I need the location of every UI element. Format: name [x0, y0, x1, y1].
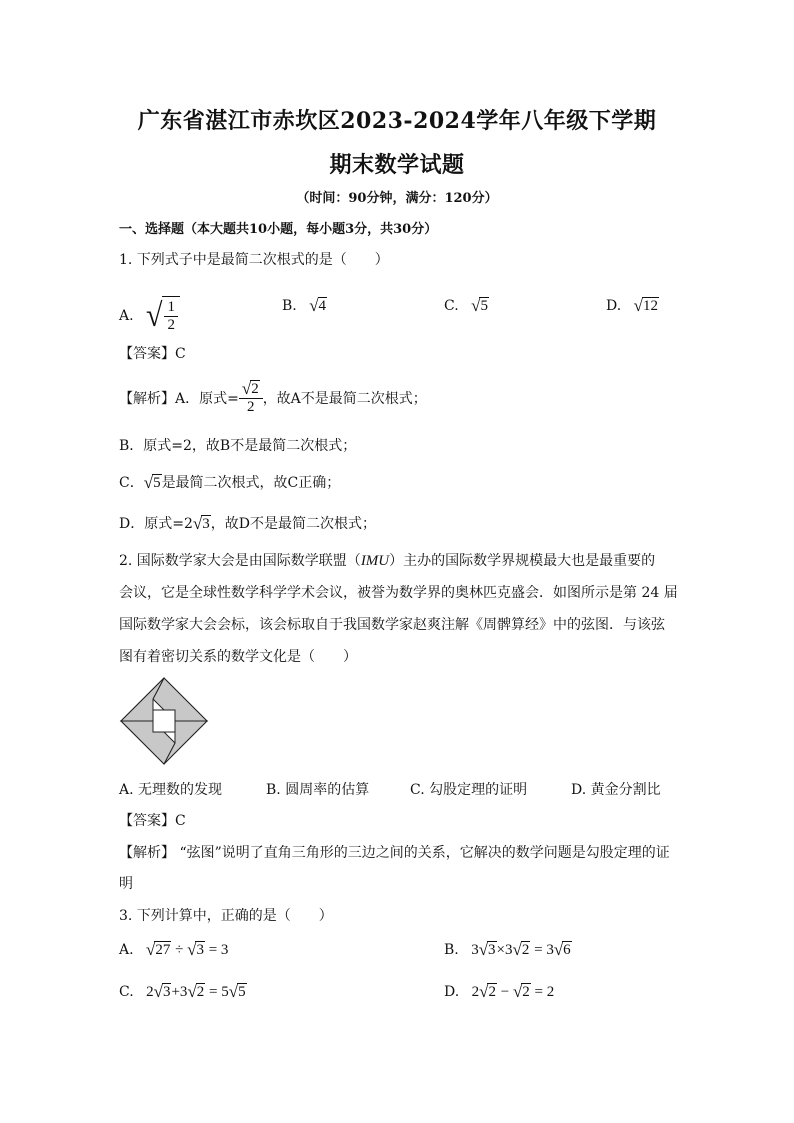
title-line-2: 期末数学试题 [329, 152, 465, 178]
q2-option-a [119, 779, 222, 799]
option-text: 黄金分割比 [590, 782, 661, 798]
sqrt-expression: √4 [309, 296, 327, 315]
q2-stem-line-4: 图有着密切关系的数学文化是（ ） [119, 649, 357, 665]
option-label: C. [410, 782, 425, 798]
exam-info: （时间：90分钟，满分：120分） [296, 191, 498, 206]
sqrt-expression: √12 [633, 296, 658, 315]
radicand: 2 [488, 984, 496, 1000]
option-expression: 3√3×3√2 = 3√6 [471, 940, 571, 959]
q2-analysis-line-1: 【解析】 “弦图”说明了直角三角形的三边之间的关系，它解决的数学问题是勾股定理的证 [119, 845, 670, 861]
analysis-label: 【解析】 [119, 391, 175, 407]
sqrt-fraction: √ $\frac{1}{2}$ [146, 296, 180, 336]
result: = 3 [534, 942, 554, 958]
fraction-numerator: 1 [164, 299, 178, 317]
option-label: D. [571, 782, 587, 798]
radicand: 3 [488, 942, 496, 958]
q1-analysis-d [119, 513, 376, 534]
q1-option-a [119, 296, 180, 336]
sqrt-expression: √5 [471, 296, 488, 315]
q1-option-b [282, 296, 327, 316]
fraction-denominator: 2 [247, 399, 255, 415]
radicand: 3 [162, 984, 171, 1000]
section-heading: 一、选择题（本大题共10小题，每小题3分，共30分） [119, 222, 438, 237]
radicand: 5 [480, 298, 488, 314]
radicand: 27 [155, 942, 171, 958]
q3-option-b [444, 940, 572, 960]
inner-square [153, 710, 175, 732]
q1-stem: 1. 下列式子中是最简二次根式的是（ ） [119, 252, 389, 268]
analysis-text: ，故D不是最简二次根式； [210, 516, 376, 532]
option-expression: 2√3+3√2 = 5√5 [146, 982, 246, 1001]
option-label: A. [119, 308, 134, 324]
coefficient: 3 [471, 942, 479, 958]
operator: ×3 [496, 942, 513, 958]
coefficient: 2 [146, 984, 154, 1000]
option-label: C. [444, 298, 459, 314]
q3-option-c [119, 982, 247, 1002]
option-expression: √27 ÷ √3 = 3 [146, 940, 229, 959]
radicand: 3 [196, 942, 204, 958]
q2-option-c [410, 779, 527, 799]
q2-option-d [571, 779, 661, 799]
option-label: C. [119, 984, 134, 1000]
analysis-text: D．原式=2 [119, 516, 193, 532]
fraction-denominator: 2 [167, 317, 175, 333]
operator: − [500, 984, 510, 1000]
option-text: 无理数的发现 [138, 782, 223, 798]
q3-stem: 3. 下列计算中，正确的是（ ） [119, 908, 333, 924]
q1-option-c [444, 296, 489, 316]
radicand: 3 [202, 516, 210, 532]
option-expression: 2√2 − √2 = 2 [471, 982, 555, 1001]
radicand: 12 [642, 298, 658, 314]
radicand: 2 [251, 381, 259, 397]
operator: +3 [171, 984, 188, 1000]
q3-option-d [444, 982, 554, 1002]
analysis-text: C． [119, 475, 144, 491]
radicand: 5 [153, 475, 161, 491]
radicand: 6 [563, 942, 571, 958]
chord-diagram-figure [119, 676, 209, 766]
stem-text: ）主办的国际数学界规模最大也是最重要的 [389, 553, 656, 569]
q1-analysis-b: B．原式=2，故B不是最简二次根式； [119, 438, 357, 454]
q3-option-a [119, 940, 228, 960]
q2-stem-line-2: 会议，它是全球性数学科学学术会议，被誉为数学界的奥林匹克盛会．如图所示是第 24 届 [119, 585, 678, 601]
radicand: 5 [238, 984, 246, 1000]
q2-answer: 【答案】C [119, 813, 186, 829]
option-text: 勾股定理的证明 [429, 782, 528, 798]
title-line-1: 广东省湛江市赤坎区2023-2024学年八年级下学期 [137, 108, 657, 134]
q2-analysis-line-2: 明 [119, 876, 133, 892]
imu-abbrev: IMU [360, 553, 390, 569]
option-label: B. [444, 942, 459, 958]
q2-stem-line-1 [119, 550, 655, 570]
option-label: D. [444, 984, 460, 1000]
analysis-text: 是最简二次根式，故C正确； [161, 475, 341, 491]
coefficient: 2 [471, 984, 480, 1000]
q2-option-b [266, 779, 369, 799]
option-label: A. [119, 942, 134, 958]
radicand: 2 [196, 984, 205, 1000]
option-label: B. [266, 782, 281, 798]
result: = 2 [534, 984, 555, 1000]
analysis-text: A．原式= [175, 391, 239, 407]
q2-stem-line-3: 国际数学家大会会标，该会标取自于我国数学家赵爽注解《周髀算经》中的弦图．与该弦 [119, 617, 665, 633]
radicand: 2 [521, 942, 530, 958]
result: = 5 [209, 984, 229, 1000]
q1-option-d [606, 296, 659, 316]
option-text: 圆周率的估算 [285, 782, 370, 798]
analysis-text: ，故A不是最简二次根式； [262, 391, 427, 407]
sqrt-expression: √5 [143, 473, 161, 492]
result: = 3 [208, 942, 229, 958]
option-label: D. [606, 298, 622, 314]
option-label: B. [282, 298, 297, 314]
q1-analysis-a [119, 380, 427, 416]
radicand: 2 [522, 984, 530, 1000]
operator: ÷ [175, 942, 184, 958]
sqrt-expression: √3 [192, 514, 210, 533]
q1-analysis-c [119, 472, 340, 493]
radicand: 4 [318, 298, 327, 314]
option-label: A. [119, 782, 134, 798]
fraction: $\frac{√2}{2}$ [239, 380, 263, 416]
q1-answer: 【答案】C [119, 346, 186, 362]
stem-text: 2. 国际数学家大会是由国际数学联盟（ [119, 553, 361, 569]
